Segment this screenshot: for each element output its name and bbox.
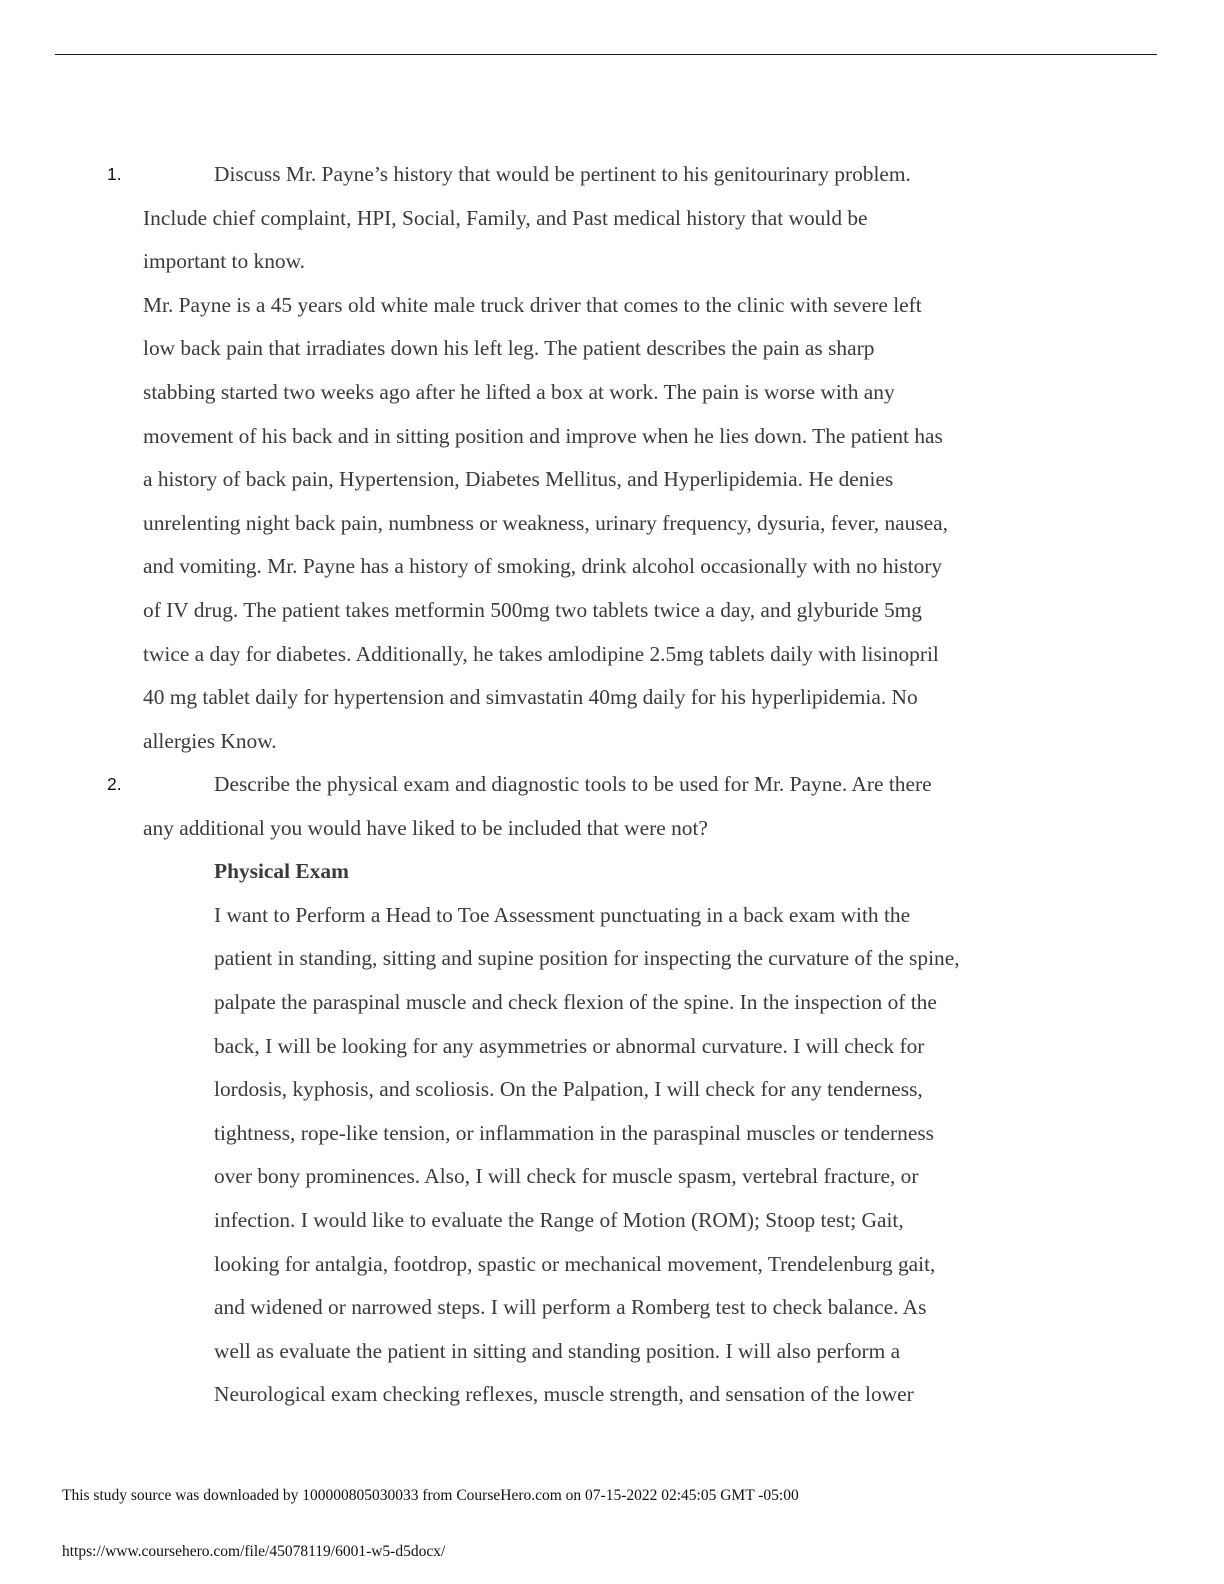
item-1-question-line: Include chief complaint, HPI, Social, Family, and Past medical history that would be — [143, 205, 868, 230]
item-1-number: 1. — [107, 164, 122, 184]
item-2-answer-line: over bony prominences. Also, I will check for muscle spasm, vertebral fracture, or — [214, 1164, 919, 1189]
item-2-answer-line: back, I will be looking for any asymmetries or abnormal curvature. I will check for — [214, 1033, 925, 1058]
item-2-number: 2. — [107, 774, 122, 794]
item-1-answer-line: unrelenting night back pain, numbness or weakness, urinary frequency, dysuria, fever, nausea, — [143, 510, 948, 535]
item-2-answer-line: Neurological exam checking reflexes, muscle strength, and sensation of the lower — [214, 1382, 914, 1407]
item-2-answer-line: and widened or narrowed steps. I will perform a Romberg test to check balance. As — [214, 1295, 927, 1320]
item-2-question-line: any additional you would have liked to be included that were not? — [143, 815, 708, 840]
item-1-answer-line: movement of his back and in sitting position and improve when he lies down. The patient has — [143, 423, 943, 448]
item-1-answer-line: of IV drug. The patient takes metformin 500mg two tablets twice a day, and glyburide 5mg — [143, 598, 922, 622]
item-2-answer-line: lordosis, kyphosis, and scoliosis. On the Palpation, I will check for any tenderness, — [214, 1077, 923, 1102]
item-1-answer-line: a history of back pain, Hypertension, Diabetes Mellitus, and Hyperlipidemia. He denies — [143, 467, 894, 492]
item-2-answer-line: I want to Perform a Head to Toe Assessment punctuating in a back exam with the — [214, 902, 911, 927]
source-url[interactable]: https://www.coursehero.com/file/45078119/6001-w5-d5docx/ — [62, 1543, 446, 1560]
header-rule — [55, 54, 1157, 55]
download-notice: This study source was downloaded by 100000805030033 from CourseHero.com on 07-15-2022 02:45:05 GMT -05:00 — [62, 1487, 799, 1504]
item-1-question-line: important to know. — [143, 249, 305, 274]
item-1-answer-line: Mr. Payne is a 45 years old white male truck driver that comes to the clinic with severe left — [143, 292, 922, 317]
item-1-question-line: Discuss Mr. Payne’s history that would be pertinent to his genitourinary problem. — [214, 162, 911, 186]
item-1-answer-line: 40 mg tablet daily for hypertension and simvastatin 40mg daily for his hyperlipidemia. No — [143, 685, 918, 710]
physical-exam-heading: Physical Exam — [214, 859, 349, 884]
item-1-answer-line: low back pain that irradiates down his left leg. The patient describes the pain as sharp — [143, 336, 875, 361]
item-1-answer-line: twice a day for diabetes. Additionally, he takes amlodipine 2.5mg tablets daily with lisinopril — [143, 641, 939, 666]
item-2-answer-line: infection. I would like to evaluate the Range of Motion (ROM); Stoop test; Gait, — [214, 1208, 904, 1232]
item-1-answer-line: and vomiting. Mr. Payne has a history of smoking, drink alcohol occasionally with no history — [143, 554, 943, 579]
item-1-answer-line: stabbing started two weeks ago after he lifted a box at work. The pain is worse with any — [143, 380, 895, 404]
item-2-answer-line: palpate the paraspinal muscle and check flexion of the spine. In the inspection of the — [214, 990, 937, 1014]
item-2-question-line: Describe the physical exam and diagnostic tools to be used for Mr. Payne. Are there — [214, 772, 932, 796]
item-1-answer-line: allergies Know. — [143, 728, 277, 753]
item-2-answer-line: tightness, rope-like tension, or inflammation in the paraspinal muscles or tenderness — [214, 1120, 934, 1145]
item-2-answer-line: looking for antalgia, footdrop, spastic or mechanical movement, Trendelenburg gait, — [214, 1251, 936, 1276]
item-2-answer-line: patient in standing, sitting and supine position for inspecting the curvature of the spine, — [214, 946, 960, 971]
item-2-answer-line: well as evaluate the patient in sitting and standing position. I will also perform a — [214, 1338, 901, 1363]
